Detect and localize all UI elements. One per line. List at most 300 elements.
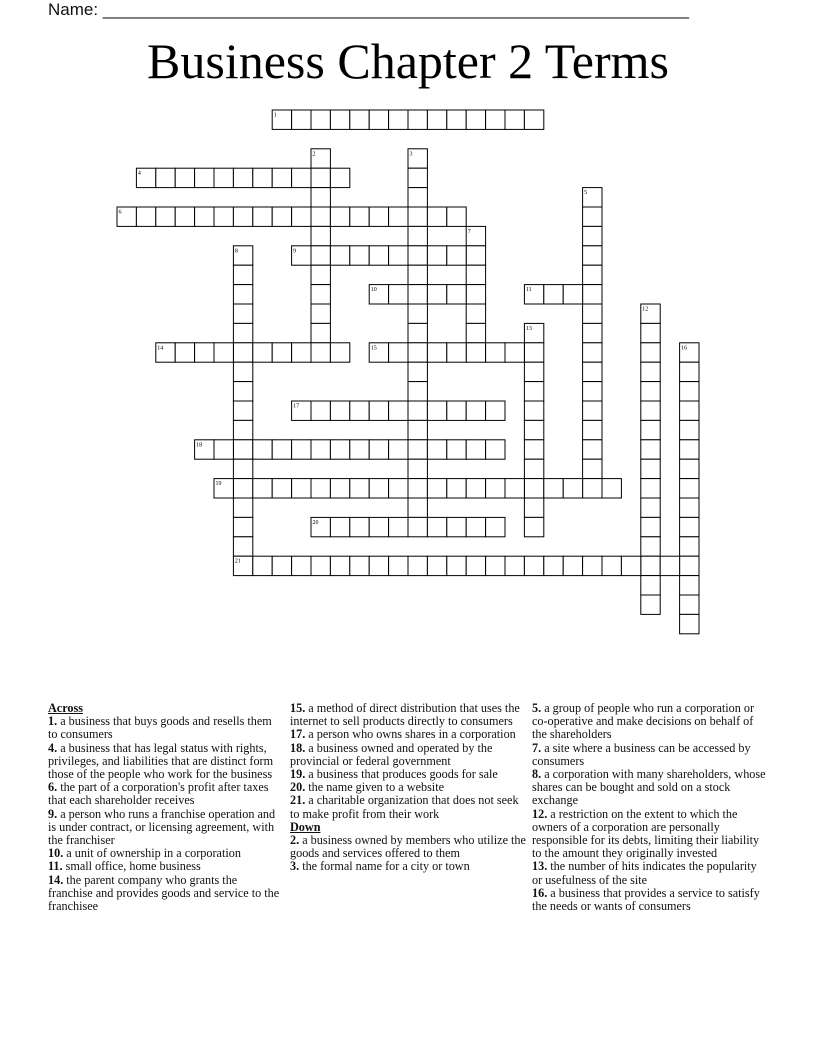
cell-number-9: 9 bbox=[293, 248, 297, 255]
grid-cell[interactable] bbox=[272, 207, 291, 226]
clue-number: 19. bbox=[290, 767, 306, 782]
clue-number: 4. bbox=[48, 740, 58, 755]
grid-cell[interactable] bbox=[680, 498, 699, 517]
grid-cell[interactable] bbox=[369, 207, 388, 226]
grid-cell[interactable] bbox=[311, 304, 330, 323]
clue-text: a business that produces goods for sale bbox=[305, 767, 498, 782]
grid-cell[interactable] bbox=[389, 285, 408, 304]
clue-number: 1. bbox=[48, 714, 58, 729]
grid-cell[interactable] bbox=[214, 343, 233, 362]
grid-cell[interactable] bbox=[369, 440, 388, 459]
grid-cell[interactable] bbox=[447, 556, 466, 575]
grid-cell[interactable] bbox=[156, 168, 175, 187]
clue-text: a restriction on the extent to which the owners of a corporation are personally responsible for its debts, limiting their liability to the amount they originally invested bbox=[532, 806, 760, 861]
grid-cell[interactable] bbox=[505, 556, 524, 575]
grid-cell[interactable] bbox=[311, 110, 330, 129]
grid-cell[interactable] bbox=[350, 556, 369, 575]
grid-cell[interactable] bbox=[311, 207, 330, 226]
cell-number-4: 4 bbox=[137, 170, 141, 177]
clues-column-2 bbox=[290, 702, 526, 874]
grid-cell[interactable] bbox=[330, 246, 349, 265]
clue-text: small office, home business bbox=[62, 859, 201, 874]
grid-cell[interactable] bbox=[408, 343, 427, 362]
grid-cell[interactable] bbox=[524, 382, 543, 401]
grid-cell[interactable] bbox=[330, 479, 349, 498]
cell-number-18: 18 bbox=[196, 442, 203, 449]
grid-cell[interactable] bbox=[680, 556, 699, 575]
grid-cell[interactable] bbox=[641, 382, 660, 401]
grid-cell[interactable] bbox=[447, 343, 466, 362]
grid-cell[interactable] bbox=[524, 498, 543, 517]
grid-cell[interactable] bbox=[544, 479, 563, 498]
grid-cell[interactable] bbox=[292, 207, 311, 226]
grid-cell[interactable] bbox=[214, 440, 233, 459]
clue-number: 7. bbox=[532, 740, 542, 755]
grid-cell[interactable] bbox=[330, 207, 349, 226]
grid-cell[interactable] bbox=[680, 440, 699, 459]
grid-cell[interactable] bbox=[486, 556, 505, 575]
grid-cell[interactable] bbox=[641, 556, 660, 575]
grid-cell[interactable] bbox=[233, 265, 252, 284]
grid-cell[interactable] bbox=[350, 517, 369, 536]
grid-cell[interactable] bbox=[330, 401, 349, 420]
grid-cell[interactable] bbox=[524, 420, 543, 439]
grid-cell[interactable] bbox=[350, 246, 369, 265]
grid-cell[interactable] bbox=[680, 614, 699, 633]
grid-cell[interactable] bbox=[292, 110, 311, 129]
clue-16 bbox=[532, 887, 768, 913]
grid-cell[interactable] bbox=[369, 517, 388, 536]
grid-cell[interactable] bbox=[447, 207, 466, 226]
grid-cell[interactable] bbox=[233, 285, 252, 304]
grid-cell[interactable] bbox=[311, 168, 330, 187]
grid-cell[interactable] bbox=[214, 207, 233, 226]
grid-cell[interactable] bbox=[233, 323, 252, 342]
grid-cell[interactable] bbox=[330, 440, 349, 459]
grid-cell[interactable] bbox=[389, 440, 408, 459]
grid-cell[interactable] bbox=[486, 343, 505, 362]
grid-cell[interactable] bbox=[175, 207, 194, 226]
grid-cell[interactable] bbox=[583, 207, 602, 226]
grid-cell[interactable] bbox=[641, 362, 660, 381]
grid-cell[interactable] bbox=[427, 246, 446, 265]
grid-cell[interactable] bbox=[311, 440, 330, 459]
grid-cell[interactable] bbox=[466, 110, 485, 129]
grid-cell[interactable] bbox=[583, 440, 602, 459]
clue-15 bbox=[290, 702, 526, 728]
grid-cell[interactable] bbox=[583, 459, 602, 478]
cell-number-20: 20 bbox=[312, 519, 319, 526]
grid-cell[interactable] bbox=[408, 517, 427, 536]
clue-number: 5. bbox=[532, 701, 542, 715]
grid-cell[interactable] bbox=[233, 479, 252, 498]
grid-cell[interactable] bbox=[447, 440, 466, 459]
grid-cell[interactable] bbox=[486, 479, 505, 498]
grid-cell[interactable] bbox=[253, 207, 272, 226]
grid-cell[interactable] bbox=[233, 304, 252, 323]
grid-cell[interactable] bbox=[233, 401, 252, 420]
cell-number-17: 17 bbox=[293, 403, 300, 410]
grid-cell[interactable] bbox=[408, 265, 427, 284]
grid-cell[interactable] bbox=[427, 343, 446, 362]
grid-cell[interactable] bbox=[311, 265, 330, 284]
grid-cell[interactable] bbox=[350, 440, 369, 459]
grid-cell[interactable] bbox=[253, 479, 272, 498]
grid-cell[interactable] bbox=[214, 168, 233, 187]
grid-cell[interactable] bbox=[175, 343, 194, 362]
grid-cell[interactable] bbox=[466, 285, 485, 304]
grid-cell[interactable] bbox=[524, 479, 543, 498]
grid-cell[interactable] bbox=[583, 323, 602, 342]
grid-cell[interactable] bbox=[486, 401, 505, 420]
grid-cell[interactable] bbox=[466, 556, 485, 575]
grid-cell[interactable] bbox=[427, 517, 446, 536]
grid-cell[interactable] bbox=[641, 479, 660, 498]
grid-cell[interactable] bbox=[272, 343, 291, 362]
clue-text: the number of hits indicates the popularity or usefulness of the site bbox=[532, 859, 757, 887]
grid-cell[interactable] bbox=[408, 207, 427, 226]
grid-cell[interactable] bbox=[253, 556, 272, 575]
grid-cell[interactable] bbox=[311, 246, 330, 265]
clue-text: a method of direct distribution that uses the internet to sell products directly to consumers bbox=[290, 701, 520, 729]
grid-cell[interactable] bbox=[680, 382, 699, 401]
grid-cell[interactable] bbox=[447, 401, 466, 420]
grid-cell[interactable] bbox=[641, 420, 660, 439]
grid-cell[interactable] bbox=[641, 401, 660, 420]
grid-cell[interactable] bbox=[641, 517, 660, 536]
clue-1 bbox=[48, 715, 283, 741]
grid-cell[interactable] bbox=[195, 207, 214, 226]
grid-cell[interactable] bbox=[311, 401, 330, 420]
clue-number: 16. bbox=[532, 885, 548, 900]
grid-cell[interactable] bbox=[350, 110, 369, 129]
grid-cell[interactable] bbox=[253, 343, 272, 362]
grid-cell[interactable] bbox=[369, 401, 388, 420]
grid-cell[interactable] bbox=[408, 188, 427, 207]
clue-6 bbox=[48, 781, 283, 807]
grid-cell[interactable] bbox=[583, 265, 602, 284]
grid-cell[interactable] bbox=[544, 285, 563, 304]
grid-cell[interactable] bbox=[427, 556, 446, 575]
grid-cell[interactable] bbox=[311, 323, 330, 342]
page-title: Business Chapter 2 Terms bbox=[147, 33, 669, 89]
grid-cell[interactable] bbox=[408, 285, 427, 304]
grid-cell[interactable] bbox=[524, 440, 543, 459]
clue-14 bbox=[48, 874, 283, 914]
cell-number-11: 11 bbox=[525, 287, 532, 294]
grid-cell[interactable] bbox=[292, 479, 311, 498]
grid-cell[interactable] bbox=[408, 304, 427, 323]
clue-number: 21. bbox=[290, 793, 306, 808]
grid-cell[interactable] bbox=[447, 110, 466, 129]
grid-cell[interactable] bbox=[583, 401, 602, 420]
grid-cell[interactable] bbox=[311, 556, 330, 575]
grid-cell[interactable] bbox=[233, 498, 252, 517]
grid-cell[interactable] bbox=[466, 246, 485, 265]
clue-9 bbox=[48, 808, 283, 848]
clue-number: 20. bbox=[290, 780, 306, 795]
grid-cell[interactable] bbox=[311, 226, 330, 245]
grid-cell[interactable] bbox=[524, 517, 543, 536]
grid-cell[interactable] bbox=[272, 168, 291, 187]
clue-number: 2. bbox=[290, 833, 300, 848]
grid-cell[interactable] bbox=[641, 343, 660, 362]
grid-cell[interactable] bbox=[583, 343, 602, 362]
clue-number: 15. bbox=[290, 701, 306, 715]
grid-cell[interactable] bbox=[233, 168, 252, 187]
grid-cell[interactable] bbox=[408, 382, 427, 401]
grid-cell[interactable] bbox=[330, 168, 349, 187]
grid-cell[interactable] bbox=[447, 285, 466, 304]
grid-cell[interactable] bbox=[253, 440, 272, 459]
grid-cell[interactable] bbox=[408, 323, 427, 342]
grid-cell[interactable] bbox=[427, 285, 446, 304]
grid-cell[interactable] bbox=[680, 576, 699, 595]
grid-cell[interactable] bbox=[408, 420, 427, 439]
cell-number-1: 1 bbox=[273, 112, 277, 119]
grid-cell[interactable] bbox=[233, 537, 252, 556]
clue-text: a business that buys goods and resells them to consumers bbox=[48, 714, 272, 742]
grid-cell[interactable] bbox=[330, 110, 349, 129]
grid-cell[interactable] bbox=[389, 207, 408, 226]
grid-cell[interactable] bbox=[311, 343, 330, 362]
grid-cell[interactable] bbox=[389, 343, 408, 362]
cell-number-21: 21 bbox=[234, 558, 241, 565]
grid-cell[interactable] bbox=[505, 110, 524, 129]
grid-cell[interactable] bbox=[641, 459, 660, 478]
clue-number: 13. bbox=[532, 859, 548, 874]
grid-cell[interactable] bbox=[486, 110, 505, 129]
grid-cell[interactable] bbox=[427, 110, 446, 129]
clue-18 bbox=[290, 742, 526, 768]
grid-cell[interactable] bbox=[408, 401, 427, 420]
grid-cell[interactable] bbox=[233, 343, 252, 362]
grid-cell[interactable] bbox=[389, 401, 408, 420]
grid-cell[interactable] bbox=[680, 479, 699, 498]
grid-cell[interactable] bbox=[583, 382, 602, 401]
grid-cell[interactable] bbox=[524, 459, 543, 478]
grid-cell[interactable] bbox=[680, 537, 699, 556]
cell-number-13: 13 bbox=[525, 325, 532, 332]
grid-cell[interactable] bbox=[602, 556, 621, 575]
cell-number-19: 19 bbox=[215, 481, 222, 488]
clue-13 bbox=[532, 860, 768, 886]
grid-cell[interactable] bbox=[369, 246, 388, 265]
clue-number: 11. bbox=[48, 859, 63, 874]
grid-cell[interactable] bbox=[408, 246, 427, 265]
grid-cell[interactable] bbox=[505, 343, 524, 362]
grid-cell[interactable] bbox=[350, 207, 369, 226]
grid-cell[interactable] bbox=[641, 595, 660, 614]
grid-cell[interactable] bbox=[408, 459, 427, 478]
grid-cell[interactable] bbox=[350, 401, 369, 420]
down-heading: Down bbox=[290, 819, 321, 834]
grid-cell[interactable] bbox=[563, 479, 582, 498]
grid-cell[interactable] bbox=[369, 479, 388, 498]
cell-number-3: 3 bbox=[409, 151, 413, 158]
clue-text: the part of a corporation's profit after taxes that each shareholder receives bbox=[48, 780, 269, 808]
grid-cell[interactable] bbox=[486, 440, 505, 459]
grid-cell[interactable] bbox=[233, 420, 252, 439]
clue-text: a site where a business can be accessed by consumers bbox=[532, 740, 751, 768]
grid-cell[interactable] bbox=[408, 556, 427, 575]
grid-cell[interactable] bbox=[641, 537, 660, 556]
grid-cell[interactable] bbox=[427, 207, 446, 226]
grid-cell[interactable] bbox=[466, 265, 485, 284]
grid-cell[interactable] bbox=[680, 420, 699, 439]
grid-cell[interactable] bbox=[583, 285, 602, 304]
grid-cell[interactable] bbox=[311, 479, 330, 498]
grid-cell[interactable] bbox=[524, 362, 543, 381]
grid-cell[interactable] bbox=[466, 479, 485, 498]
clue-3 bbox=[290, 860, 526, 873]
grid-cell[interactable] bbox=[408, 362, 427, 381]
grid-cell[interactable] bbox=[602, 479, 621, 498]
grid-cell[interactable] bbox=[583, 304, 602, 323]
clue-text: a charitable organization that does not seek to make profit from their work bbox=[290, 793, 519, 821]
grid-cell[interactable] bbox=[389, 110, 408, 129]
grid-cell[interactable] bbox=[195, 168, 214, 187]
clue-text: a business that has legal status with rights, privileges, and liabilities that are distinct form those of the people who work for the business bbox=[48, 740, 274, 782]
grid-cell[interactable] bbox=[369, 110, 388, 129]
clue-text: a person who owns shares in a corporation bbox=[305, 727, 516, 742]
across-heading: Across bbox=[48, 701, 83, 715]
grid-cell[interactable] bbox=[350, 479, 369, 498]
grid-cell[interactable] bbox=[175, 168, 194, 187]
grid-cell[interactable] bbox=[389, 246, 408, 265]
grid-cell[interactable] bbox=[369, 556, 388, 575]
grid-cell[interactable] bbox=[641, 323, 660, 342]
grid-cell[interactable] bbox=[330, 517, 349, 536]
grid-cell[interactable] bbox=[641, 498, 660, 517]
grid-cell[interactable] bbox=[466, 401, 485, 420]
grid-cell[interactable] bbox=[408, 110, 427, 129]
grid-cell[interactable] bbox=[292, 343, 311, 362]
grid-cell[interactable] bbox=[233, 459, 252, 478]
clue-7 bbox=[532, 742, 768, 768]
clue-12 bbox=[532, 808, 768, 861]
grid-cell[interactable] bbox=[136, 207, 155, 226]
cell-number-12: 12 bbox=[642, 306, 649, 313]
grid-cell[interactable] bbox=[583, 420, 602, 439]
grid-cell[interactable] bbox=[233, 362, 252, 381]
clue-number: 14. bbox=[48, 872, 64, 887]
grid-cell[interactable] bbox=[272, 479, 291, 498]
cell-number-2: 2 bbox=[312, 151, 316, 158]
grid-cell[interactable] bbox=[447, 246, 466, 265]
grid-cell[interactable] bbox=[311, 188, 330, 207]
clue-text: the parent company who grants the franchise and provides goods and service to the franchisee bbox=[48, 872, 280, 914]
cell-number-16: 16 bbox=[681, 345, 688, 352]
grid-cell[interactable] bbox=[641, 440, 660, 459]
clue-21 bbox=[290, 794, 526, 820]
grid-cell[interactable] bbox=[272, 556, 291, 575]
grid-cell[interactable] bbox=[583, 362, 602, 381]
clue-text: a unit of ownership in a corporation bbox=[63, 846, 241, 861]
grid-cell[interactable] bbox=[641, 576, 660, 595]
grid-cell[interactable] bbox=[233, 440, 252, 459]
grid-cell[interactable] bbox=[156, 207, 175, 226]
grid-cell[interactable] bbox=[680, 459, 699, 478]
grid-cell[interactable] bbox=[680, 362, 699, 381]
grid-cell[interactable] bbox=[427, 479, 446, 498]
grid-cell[interactable] bbox=[195, 343, 214, 362]
grid-cell[interactable] bbox=[311, 285, 330, 304]
grid-cell[interactable] bbox=[583, 556, 602, 575]
grid-cell[interactable] bbox=[563, 556, 582, 575]
grid-cell[interactable] bbox=[583, 479, 602, 498]
grid-cell[interactable] bbox=[447, 517, 466, 536]
grid-cell[interactable] bbox=[408, 226, 427, 245]
grid-cell[interactable] bbox=[466, 517, 485, 536]
clue-4 bbox=[48, 742, 283, 782]
grid-cell[interactable] bbox=[680, 401, 699, 420]
grid-cell[interactable] bbox=[583, 246, 602, 265]
grid-cell[interactable] bbox=[330, 343, 349, 362]
clue-text: a business that provides a service to satisfy the needs or wants of consumers bbox=[532, 885, 760, 914]
clue-number: 17. bbox=[290, 727, 306, 742]
grid-cell[interactable] bbox=[233, 517, 252, 536]
clue-number: 3. bbox=[290, 859, 300, 874]
clue-text: a business owned and operated by the provincial or federal government bbox=[290, 740, 493, 768]
grid-cell[interactable] bbox=[389, 479, 408, 498]
grid-cell[interactable] bbox=[466, 323, 485, 342]
grid-cell[interactable] bbox=[486, 517, 505, 536]
grid-cell[interactable] bbox=[466, 304, 485, 323]
grid-cell[interactable] bbox=[272, 440, 291, 459]
grid-cell[interactable] bbox=[524, 110, 543, 129]
grid-cell[interactable] bbox=[292, 556, 311, 575]
grid-cell[interactable] bbox=[389, 517, 408, 536]
grid-cell[interactable] bbox=[408, 498, 427, 517]
grid-cell[interactable] bbox=[583, 226, 602, 245]
grid-cell[interactable] bbox=[389, 556, 408, 575]
grid-cell[interactable] bbox=[524, 401, 543, 420]
name-field[interactable]: Name: ______________________________________________________________ bbox=[48, 0, 689, 19]
grid-cell[interactable] bbox=[427, 440, 446, 459]
grid-cell[interactable] bbox=[680, 595, 699, 614]
grid-cell[interactable] bbox=[427, 401, 446, 420]
grid-cell[interactable] bbox=[660, 556, 679, 575]
grid-cell[interactable] bbox=[544, 556, 563, 575]
grid-cell[interactable] bbox=[447, 479, 466, 498]
grid-cell[interactable] bbox=[408, 440, 427, 459]
clue-text: a business owned by members who utilize the goods and services offered to them bbox=[290, 833, 526, 861]
clue-number: 18. bbox=[290, 740, 306, 755]
cell-number-8: 8 bbox=[234, 248, 238, 255]
grid-cell[interactable] bbox=[524, 556, 543, 575]
grid-cell[interactable] bbox=[563, 285, 582, 304]
grid-cell[interactable] bbox=[466, 343, 485, 362]
cell-number-5: 5 bbox=[584, 190, 588, 197]
clue-text: the name given to a website bbox=[305, 780, 444, 795]
grid-cell[interactable] bbox=[233, 382, 252, 401]
grid-cell[interactable] bbox=[505, 479, 524, 498]
grid-cell[interactable] bbox=[621, 556, 640, 575]
grid-cell[interactable] bbox=[466, 440, 485, 459]
grid-cell[interactable] bbox=[292, 440, 311, 459]
grid-cell[interactable] bbox=[292, 168, 311, 187]
grid-cell[interactable] bbox=[408, 168, 427, 187]
grid-cell[interactable] bbox=[330, 556, 349, 575]
clue-text: the formal name for a city or town bbox=[299, 859, 470, 874]
cell-number-10: 10 bbox=[370, 287, 377, 294]
grid-cell[interactable] bbox=[253, 168, 272, 187]
grid-cell[interactable] bbox=[524, 343, 543, 362]
grid-cell[interactable] bbox=[233, 207, 252, 226]
grid-cell[interactable] bbox=[680, 517, 699, 536]
grid-cell[interactable] bbox=[408, 479, 427, 498]
